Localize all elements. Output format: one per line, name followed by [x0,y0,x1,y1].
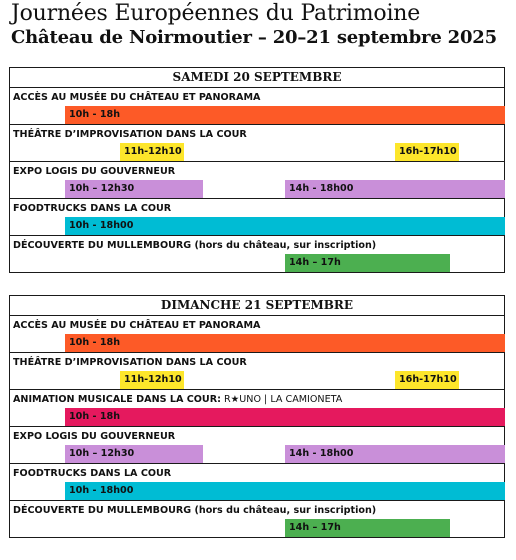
activity-title [13,431,175,443]
activity-title [13,505,376,517]
time-slot-bar: 10h - 18h00 [65,217,505,235]
activity-note: (hors du château, sur inscription) [191,240,377,251]
activity-note: R★UNO | LA CAMIONETA [220,394,343,405]
activity-name: DÉCOUVERTE DU MULLEMBOURG [13,240,192,251]
time-slot-bar: 10h - 18h [65,408,505,426]
activity-row [10,125,504,162]
time-slot-bar: 14h - 18h00 [285,445,505,463]
time-slot-bar: 14h – 17h [285,254,450,272]
activity-name: THÉÂTRE D’IMPROVISATION DANS LA COUR [13,129,247,140]
activity-row [10,316,504,353]
activity-title [13,394,342,406]
activity-title [13,129,247,141]
activity-title [13,357,247,369]
activity-row [10,501,504,537]
activity-row [10,427,504,464]
activity-title [13,468,171,480]
activity-name: EXPO LOGIS DU GOUVERNEUR [13,166,176,177]
time-slot-bar: 10h - 18h00 [65,482,505,500]
time-slot-bar: 14h - 18h00 [285,180,505,198]
day-schedule-sunday [9,295,505,538]
time-slot-bar: 14h – 17h [285,519,450,537]
day-schedule-saturday [9,67,505,273]
activity-title [13,240,376,252]
day-header: DIMANCHE 21 SEPTEMBRE [10,296,504,316]
activity-title [13,203,171,215]
activity-name: EXPO LOGIS DU GOUVERNEUR [13,431,176,442]
time-slot-bar: 10h – 12h30 [65,180,203,198]
time-slot-bar: 11h-12h10 [120,371,184,389]
activity-row [10,236,504,272]
activity-name: ACCÈS AU MUSÉE DU CHÂTEAU ET PANORAMA [13,320,261,331]
activity-name: FOODTRUCKS DANS LA COUR [13,468,172,479]
day-header: SAMEDI 20 SEPTEMBRE [10,68,504,88]
time-slot-bar: 11h-12h10 [120,143,184,161]
activity-title [13,92,260,104]
time-slot-bar: 10h - 18h [65,334,505,352]
time-slot-bar: 10h – 12h30 [65,445,203,463]
activity-name: THÉÂTRE D’IMPROVISATION DANS LA COUR [13,357,247,368]
activity-name: ANIMATION MUSICALE DANS LA COUR: [13,394,221,405]
time-slot-bar: 16h-17h10 [395,371,459,389]
time-slot-bar: 10h - 18h [65,106,505,124]
time-slot-bar: 16h-17h10 [395,143,459,161]
activity-name: ACCÈS AU MUSÉE DU CHÂTEAU ET PANORAMA [13,92,261,103]
page-title: Journées Européennes du Patrimoine [11,1,421,26]
activity-row [10,464,504,501]
activity-row [10,88,504,125]
page-subtitle: Château de Noirmoutier – 20–21 septembre 2025 [11,27,497,48]
activity-row [10,199,504,236]
activity-note: (hors du château, sur inscription) [191,505,377,516]
activity-title [13,166,175,178]
activity-name: DÉCOUVERTE DU MULLEMBOURG [13,505,192,516]
activity-row [10,162,504,199]
activity-row [10,353,504,390]
activity-name: FOODTRUCKS DANS LA COUR [13,203,172,214]
activity-row [10,390,504,427]
activity-title [13,320,260,332]
